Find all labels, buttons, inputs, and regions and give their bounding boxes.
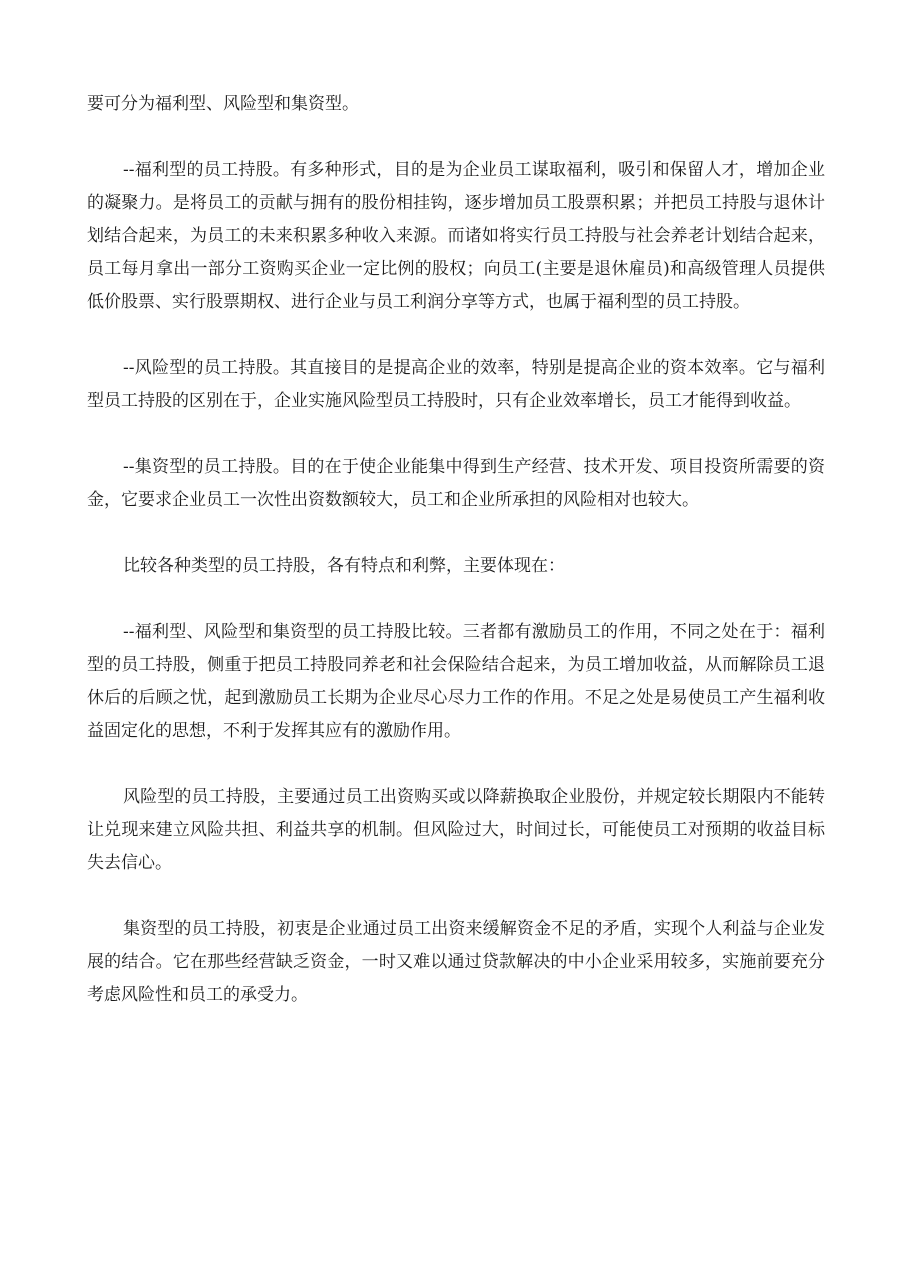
- paragraph-risk-type: --风险型的员工持股。其直接目的是提高企业的效率，特别是提高企业的资本效率。它与福利型员工持股的区别在于，企业实施风险型员工持股时，只有企业效率增长，员工才能得到收益。: [87, 358, 825, 411]
- paragraph-gap: [87, 748, 825, 781]
- paragraph-intro: 要可分为福利型、风险型和集资型。: [87, 94, 359, 114]
- paragraph-comparison-fundraising: 集资型的员工持股，初衷是企业通过员工出资来缓解资金不足的矛盾，实现个人利益与企业发展的结合。它在那些经营缺乏资金，一时又难以通过贷款解决的中小企业采用较多，实施前要充分考虑风险性和员工的承受力。: [87, 919, 825, 1005]
- paragraph-gap: [87, 121, 825, 154]
- paragraph-comparison-risk: 风险型的员工持股，主要通过员工出资购买或以降薪换取企业股份，并规定较长期限内不能转让兑现来建立风险共担、利益共享的机制。但风险过大，时间过长，可能使员工对预期的收益目标失去信心。: [87, 787, 825, 873]
- paragraph-comparison-welfare: --福利型、风险型和集资型的员工持股比较。三者都有激励员工的作用，不同之处在于：福利型的员工持股，侧重于把员工持股同养老和社会保险结合起来，为员工增加收益，从而解除员工退休后的后顾之忧，起到激励员工长期为企业尽心尽力工作的作用。不足之处是易使员工产生福利收益固定化的思想，不利于发挥其应有的激励作用。: [87, 622, 825, 741]
- paragraph-gap: [87, 319, 825, 352]
- paragraph-fundraising-type: --集资型的员工持股。目的在于使企业能集中得到生产经营、技术开发、项目投资所需要的资金，它要求企业员工一次性出资数额较大，员工和企业所承担的风险相对也较大。: [87, 457, 825, 510]
- paragraph-gap: [87, 880, 825, 913]
- paragraph-gap: [87, 583, 825, 616]
- paragraph-gap: [87, 418, 825, 451]
- document-page: [87, 88, 825, 1012]
- paragraph-welfare-type: --福利型的员工持股。有多种形式，目的是为企业员工谋取福利，吸引和保留人才，增加企业的凝聚力。是将员工的贡献与拥有的股份相挂钩，逐步增加员工股票积累；并把员工持股与退休计划结合起来，为员工的未来积累多种收入来源。而诸如将实行员工持股与社会养老计划结合起来，员工每月拿出一部分工资购买企业一定比例的股权；向员工(主要是退休雇员)和高级管理人员提供低价股票、实行股票期权、进行企业与员工利润分享等方式，也属于福利型的员工持股。: [87, 160, 825, 312]
- paragraph-gap: [87, 517, 825, 550]
- paragraph-comparison-intro: 比较各种类型的员工持股，各有特点和利弊，主要体现在：: [123, 556, 565, 576]
